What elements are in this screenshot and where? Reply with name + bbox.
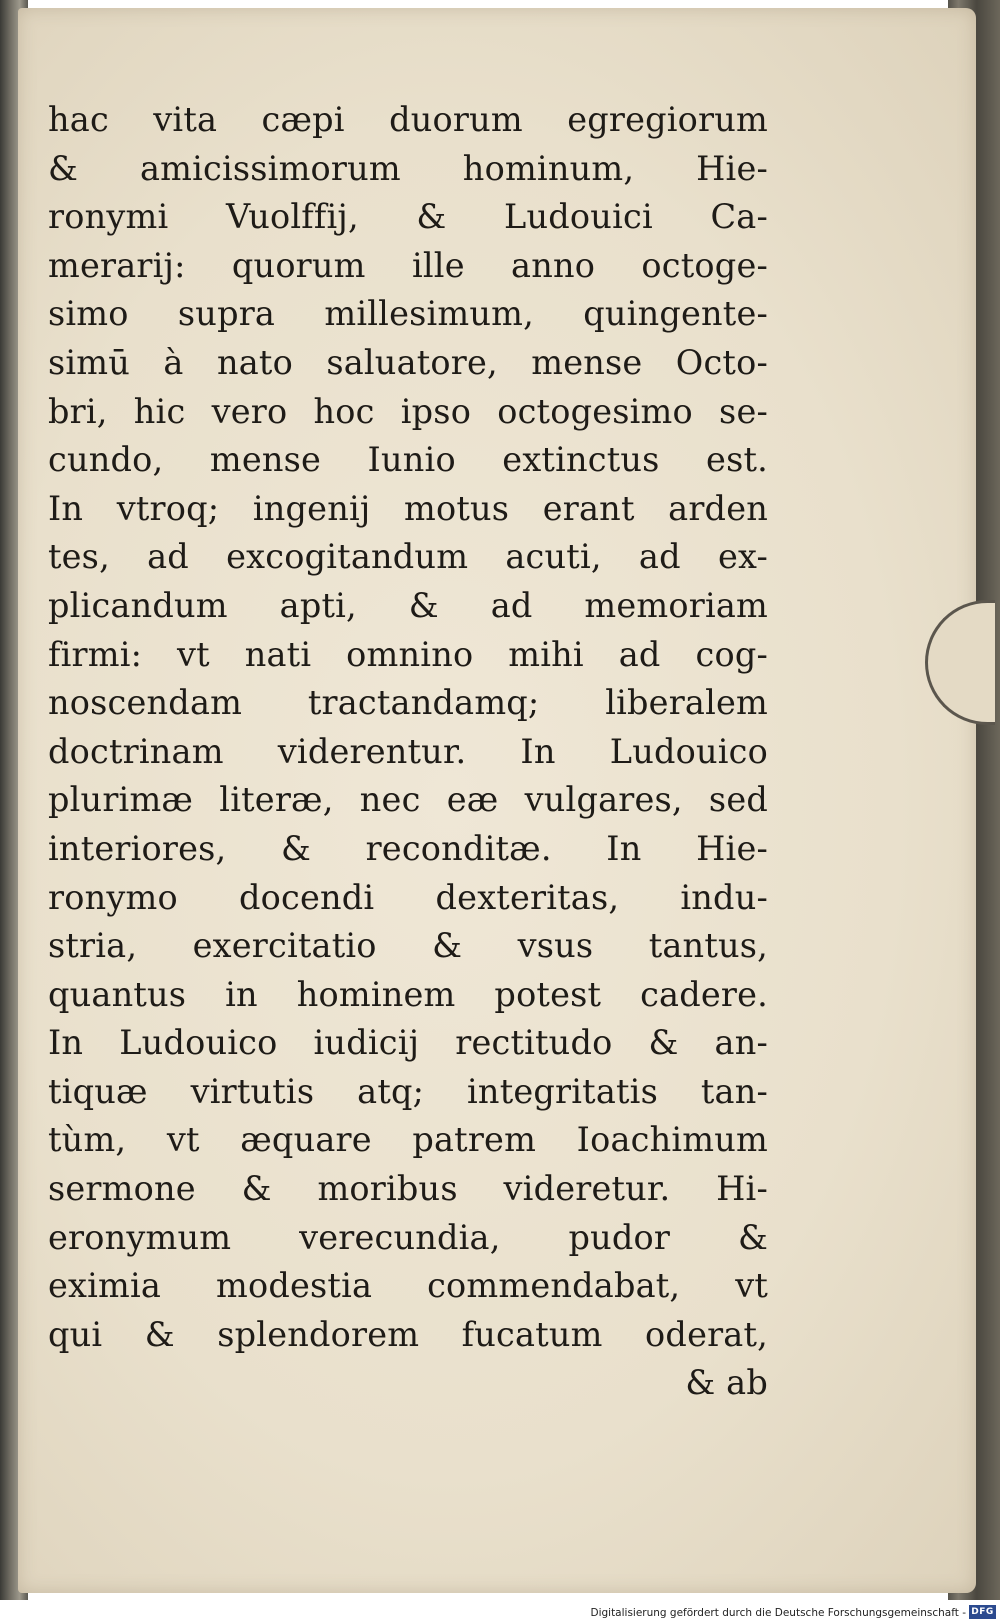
text-line: interiores, & reconditæ. In Hie-: [48, 828, 768, 868]
text-line: tùm, vt æquare patrem Ioachimum: [48, 1120, 768, 1160]
page-text-block: [48, 96, 768, 1408]
text-line: tes, ad excogitandum acuti, ad ex-: [48, 537, 768, 577]
text-line: cundo, mense Iunio extinctus est.: [48, 440, 768, 480]
text-line: & amicissimorum hominum, Hie-: [48, 148, 768, 188]
text-line: simū à nato saluatore, mense Octo-: [48, 342, 768, 382]
text-line: In Ludouico iudicij rectitudo & an-: [48, 1023, 768, 1063]
text-line: firmi: vt nati omnino mihi ad cog-: [48, 634, 768, 674]
text-line: stria, exercitatio & vsus tantus,: [48, 926, 768, 966]
text-line: simo supra millesimum, quingente-: [48, 294, 768, 334]
text-line: quantus in hominem potest cadere.: [48, 974, 768, 1014]
text-line: qui & splendorem fucatum oderat,: [48, 1314, 768, 1354]
text-line: plurimæ literæ, nec eæ vulgares, sed: [48, 780, 768, 820]
text-line: ronymi Vuolffij, & Ludouici Ca-: [48, 197, 768, 237]
text-line: ronymo docendi dexteritas, indu-: [48, 877, 768, 917]
text-line: bri, hic vero hoc ipso octogesimo se-: [48, 391, 768, 431]
dfg-logo: DFG: [969, 1605, 996, 1619]
text-line: merarij: quorum ille anno octoge-: [48, 245, 768, 285]
text-line: In vtroq; ingenij motus erant arden: [48, 488, 768, 528]
text-line: eronymum verecundia, pudor &: [48, 1217, 768, 1257]
text-line: tiquæ virtutis atq; integritatis tan-: [48, 1071, 768, 1111]
text-line: hac vita cæpi duorum egregiorum: [48, 100, 768, 139]
text-line: eximia modestia commendabat, vt: [48, 1266, 768, 1306]
footer-bar: [0, 1600, 1000, 1622]
text-line: doctrinam viderentur. In Ludouico: [48, 731, 768, 771]
text-line: plicandum apti, & ad memoriam: [48, 585, 768, 625]
text-line: sermone & moribus videretur. Hi-: [48, 1169, 768, 1209]
digitization-credit: Digitalisierung gefördert durch die Deutsche Forschungsgemeinschaft -: [590, 1607, 966, 1619]
text-line: noscendam tractandamq; liberalem: [48, 683, 768, 723]
catchword: & ab: [685, 1363, 768, 1403]
